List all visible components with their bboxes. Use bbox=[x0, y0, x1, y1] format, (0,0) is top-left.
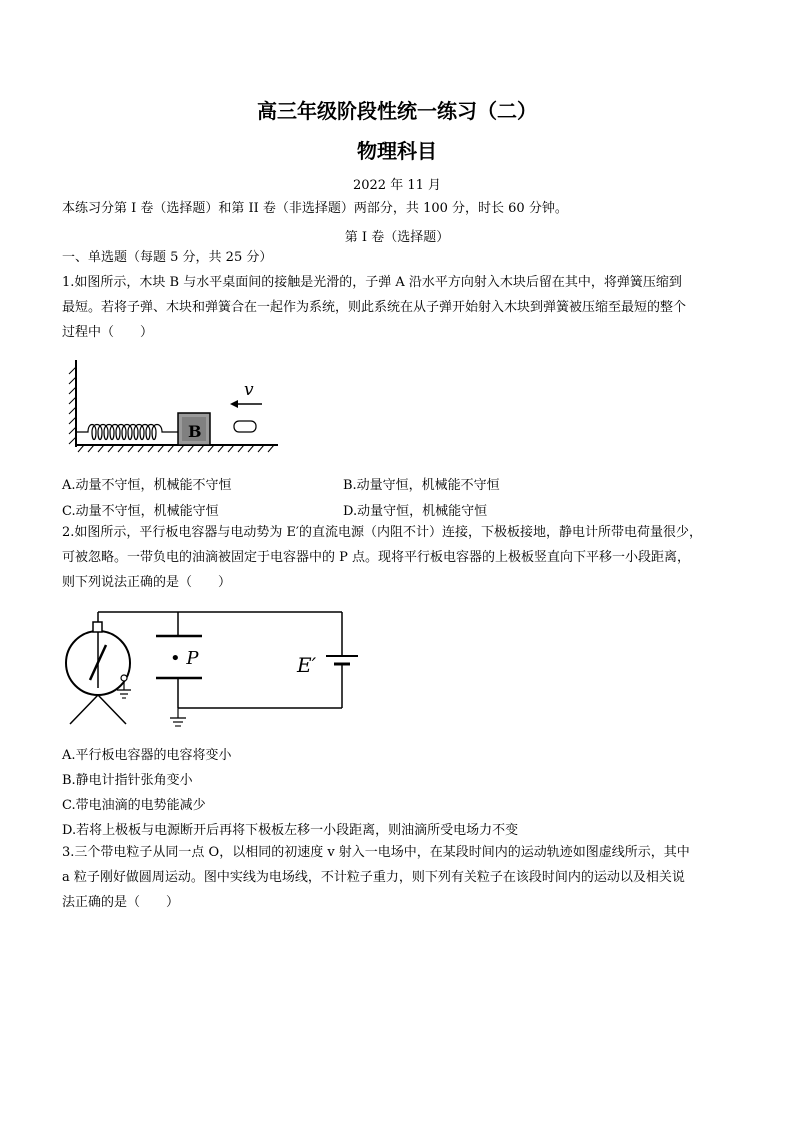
emf-label: E′ bbox=[297, 653, 317, 677]
bullet-a bbox=[234, 421, 256, 432]
q1-option-a: A.动量不守恒，机械能不守恒 bbox=[62, 478, 232, 493]
q1-option-c: C.动量不守恒，机械能守恒 bbox=[62, 504, 219, 519]
q1-line-2: 最短。若将子弹、木块和弹簧合在一起作为系统，则此系统在从子弹开始射入木块到弹簧被压缩至最短的整个 bbox=[62, 300, 687, 315]
q3-line-2: a 粒子刚好做圆周运动。图中实线为电场线，不计粒子重力，则下列有关粒子在该段时间内的运动以及相关说 bbox=[62, 870, 685, 885]
exam-date: 2022 年 11 月 bbox=[352, 178, 442, 193]
part-heading: 第 I 卷（选择题） bbox=[344, 230, 450, 245]
subject-title: 物理科目 bbox=[357, 139, 437, 163]
exam-title: 高三年级阶段性统一练习（二） bbox=[257, 99, 537, 123]
q2-option-a: A.平行板电容器的电容将变小 bbox=[62, 748, 232, 763]
q2-line-1: 2.如图所示，平行板电容器与电动势为 E′的直流电源（内阻不计）连接，下极板接地，静电计所带电荷量很少， bbox=[62, 525, 702, 540]
q2-line-2: 可被忽略。一带负电的油滴被固定于电容器中的 P 点。现将平行板电容器的上极板竖直向下平移一小段距离， bbox=[62, 550, 691, 565]
q1-line-1: 1.如图所示，木块 B 与水平桌面间的接触是光滑的，子弹 A 沿水平方向射入木块后留在其中，将弹簧压缩到 bbox=[62, 275, 682, 290]
arrow-left-icon bbox=[230, 400, 238, 408]
q1-line-3: 过程中（ ） bbox=[62, 325, 154, 340]
q2-line-3: 则下列说法正确的是（ ） bbox=[62, 575, 232, 590]
q1-spring-block-figure bbox=[64, 355, 284, 455]
q3-line-3: 法正确的是（ ） bbox=[62, 895, 180, 910]
q2-option-b: B.静电计指针张角变小 bbox=[62, 773, 193, 788]
q2-capacitor-circuit-figure bbox=[62, 600, 362, 732]
q2-option-c: C.带电油滴的电势能减少 bbox=[62, 798, 206, 813]
exam-intro: 本练习分第 I 卷（选择题）和第 II 卷（非选择题）两部分，共 100 分，时长 60 分钟。 bbox=[62, 201, 568, 216]
q3-line-1: 3.三个带电粒子从同一点 O，以相同的初速度 v 射入一电场中，在某段时间内的运动轨迹如图虚线所示，其中 bbox=[62, 845, 690, 860]
q1-option-b: B.动量守恒，机械能不守恒 bbox=[343, 478, 500, 493]
section-heading: 一、单选题（每题 5 分，共 25 分） bbox=[62, 250, 273, 265]
q2-option-d: D.若将上极板与电源断开后再将下极板左移一小段距离，则油滴所受电场力不变 bbox=[62, 823, 519, 838]
point-p-label: • P bbox=[170, 648, 199, 669]
spring bbox=[76, 425, 178, 440]
block-b-label: B bbox=[188, 422, 202, 441]
velocity-label: v bbox=[244, 380, 254, 400]
q1-option-d: D.动量守恒，机械能守恒 bbox=[343, 504, 488, 519]
